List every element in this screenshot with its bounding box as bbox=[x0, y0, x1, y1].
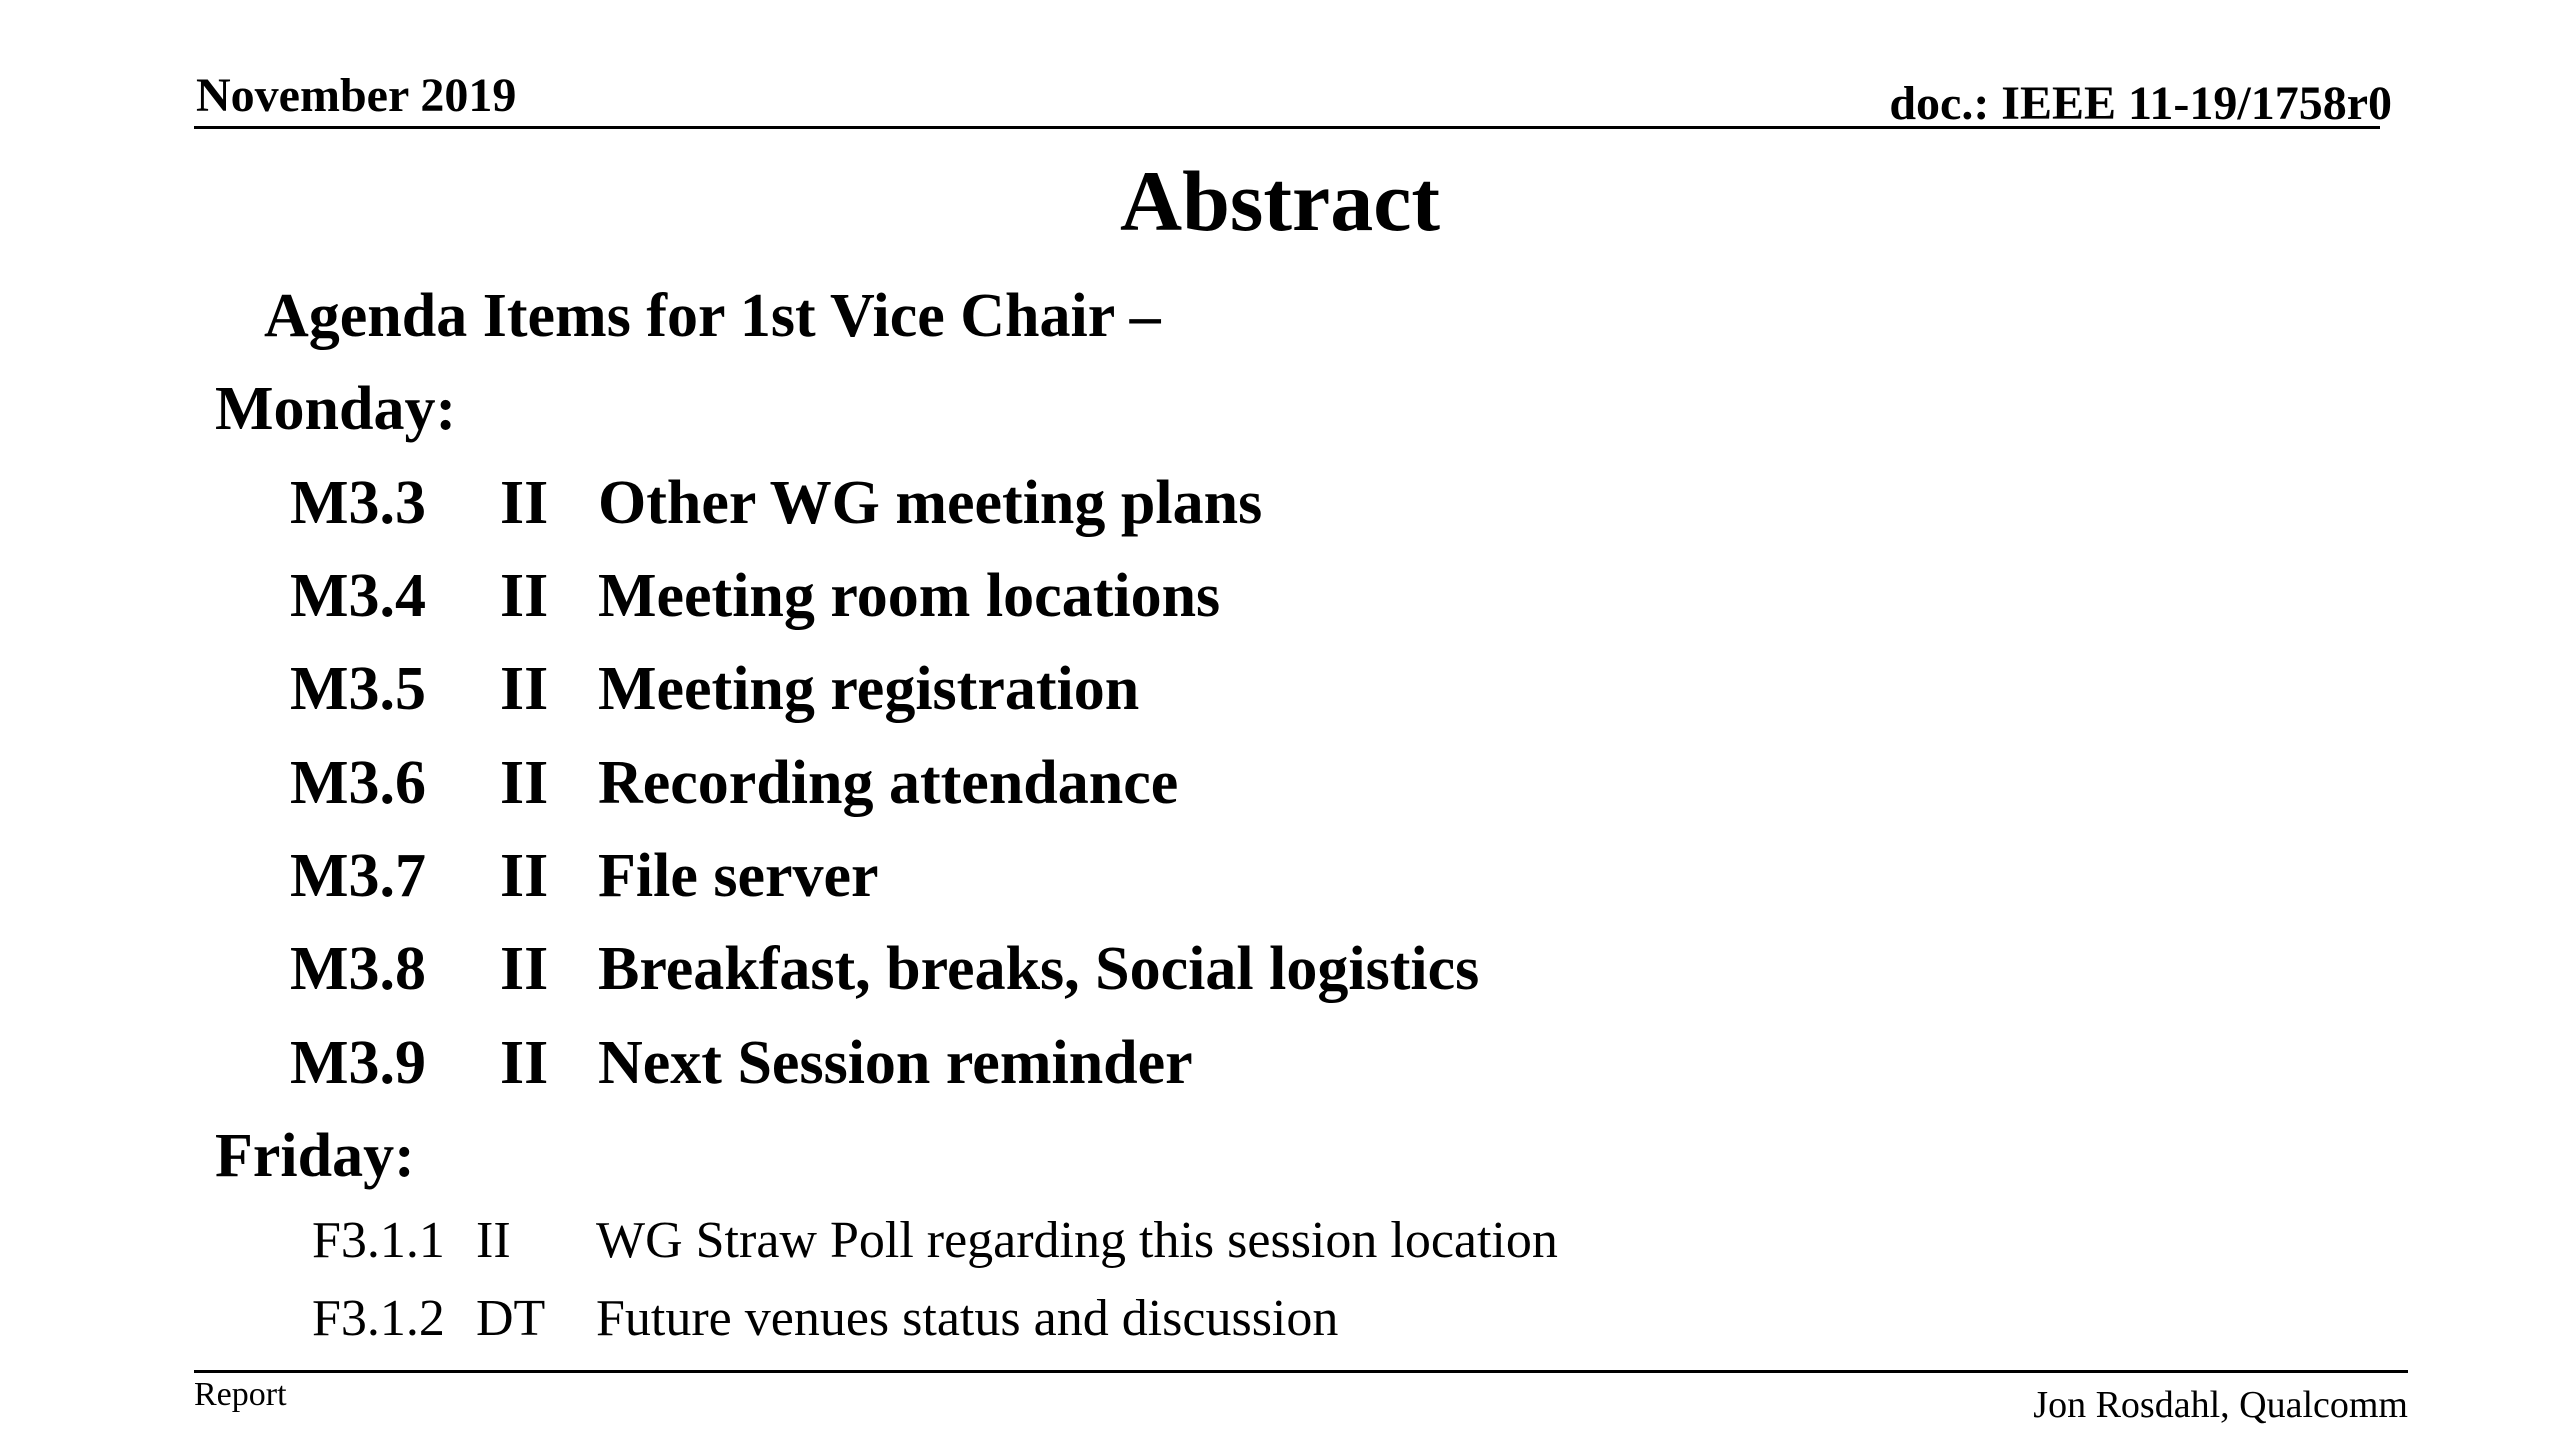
header-divider bbox=[194, 126, 2380, 129]
slide-subtitle: Agenda Items for 1st Vice Chair – bbox=[264, 282, 1161, 350]
agenda-item-status: II bbox=[500, 655, 549, 723]
agenda-item-description: Breakfast, breaks, Social logistics bbox=[598, 935, 1480, 1003]
agenda-item-status: II bbox=[476, 1212, 511, 1269]
agenda-item-code: M3.4 bbox=[290, 562, 427, 630]
agenda-item-description: Future venues status and discussion bbox=[596, 1290, 1339, 1347]
agenda-item-status: DT bbox=[476, 1290, 546, 1347]
agenda-item-code: M3.9 bbox=[290, 1029, 427, 1097]
agenda-item-status: II bbox=[500, 935, 549, 1003]
agenda-item-description: File server bbox=[598, 842, 879, 910]
day-label-monday: Monday: bbox=[215, 375, 457, 443]
agenda-item-description: Meeting registration bbox=[598, 655, 1140, 723]
agenda-item-code: F3.1.2 bbox=[312, 1290, 445, 1347]
agenda-item-status: II bbox=[500, 842, 549, 910]
agenda-item-description: Next Session reminder bbox=[598, 1029, 1193, 1097]
agenda-item-description: Recording attendance bbox=[598, 749, 1179, 817]
agenda-item-code: M3.6 bbox=[290, 749, 427, 817]
agenda-item-code: M3.5 bbox=[290, 655, 427, 723]
header-date: November 2019 bbox=[196, 69, 517, 122]
day-label-friday: Friday: bbox=[215, 1122, 415, 1190]
agenda-item-code: M3.8 bbox=[290, 935, 427, 1003]
slide-title: Abstract bbox=[1119, 153, 1441, 249]
footer-author: Jon Rosdahl, Qualcomm bbox=[2033, 1384, 2408, 1426]
agenda-item-status: II bbox=[500, 749, 549, 817]
agenda-item-status: II bbox=[500, 469, 549, 537]
footer-divider bbox=[194, 1370, 2408, 1373]
agenda-item-code: M3.3 bbox=[290, 469, 427, 537]
agenda-item-code: F3.1.1 bbox=[312, 1212, 445, 1269]
agenda-item-description: WG Straw Poll regarding this session location bbox=[596, 1212, 1558, 1269]
agenda-item-status: II bbox=[500, 1029, 549, 1097]
agenda-item-code: M3.7 bbox=[290, 842, 427, 910]
footer-label: Report bbox=[194, 1376, 287, 1413]
agenda-item-status: II bbox=[500, 562, 549, 630]
agenda-item-description: Other WG meeting plans bbox=[598, 469, 1263, 537]
agenda-item-description: Meeting room locations bbox=[598, 562, 1221, 630]
header-doc-id: doc.: IEEE 11-19/1758r0 bbox=[1889, 77, 2392, 130]
